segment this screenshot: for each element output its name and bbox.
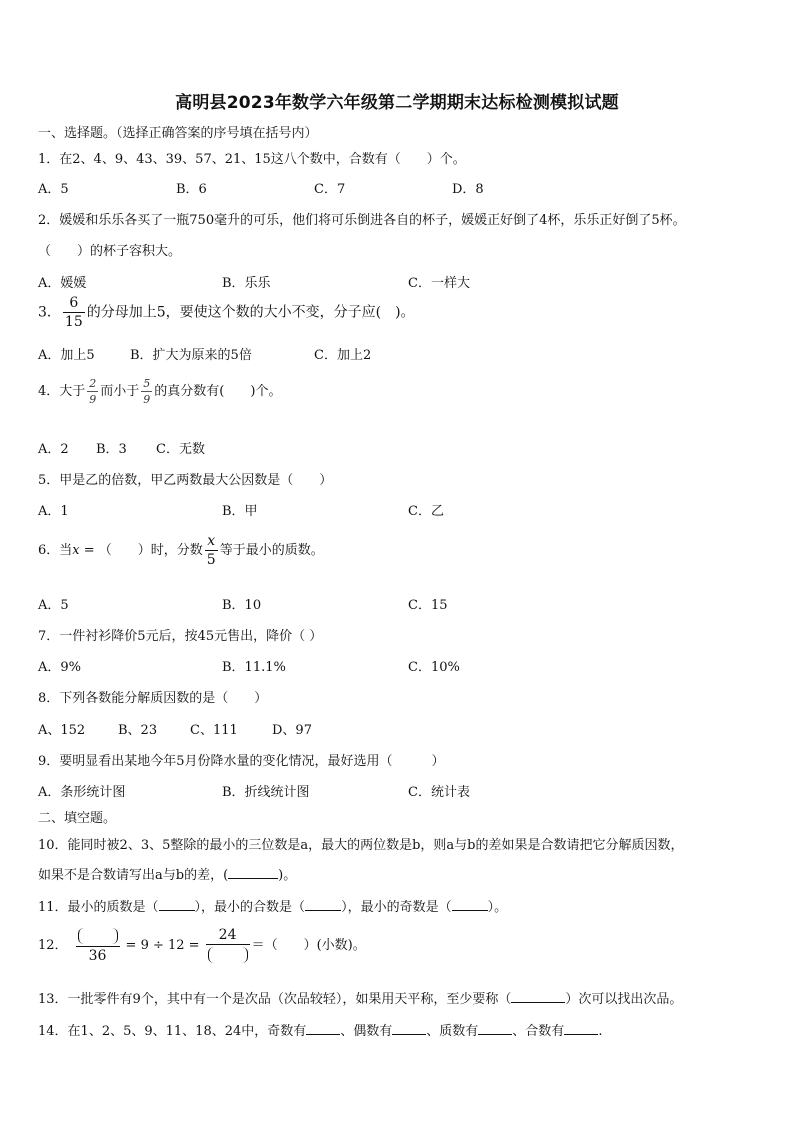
q6-text-2: = （ ）时，分数 (79, 543, 203, 558)
q3-number: 3． (38, 304, 61, 321)
question-12 (38, 928, 366, 963)
q14-blank-prime[interactable] (478, 1022, 512, 1035)
q4-option-c: C．无数 (156, 442, 205, 457)
q7-option-b: B．11.1% (222, 660, 286, 675)
q12-text-end: ＝（ ）(小数)。 (251, 938, 366, 953)
question-8: 8．下列各数能分解质因数的是（ ） (38, 691, 268, 706)
question-2-line-1: 2．媛媛和乐乐各买了一瓶750毫升的可乐，他们将可乐倒进各自的杯子，媛媛正好倒了4杯，乐乐正好倒了5杯。 (38, 213, 686, 228)
q12-fraction-2-denominator (206, 945, 250, 963)
q11-text-4: ）。 (487, 900, 508, 915)
q7-option-c: C．10% (408, 660, 460, 675)
q2-option-b: B．乐乐 (222, 276, 271, 291)
q14-text-3: 、质数有 (426, 1024, 479, 1039)
q12-fraction-1-denominator: 36 (88, 948, 107, 964)
q4-option-b: B．3 (96, 442, 127, 457)
question-4 (38, 378, 281, 405)
q14-text-1: 14．在1、2、5、9、11、18、24中，奇数有 (38, 1024, 307, 1039)
q4-option-a: A．2 (38, 442, 69, 457)
q4-fraction-2-denominator: 9 (143, 393, 151, 406)
question-6 (38, 534, 324, 567)
q2-option-a: A．媛媛 (38, 276, 87, 291)
q8-option-d: D、97 (272, 723, 312, 738)
q8-option-a: A、152 (38, 723, 86, 738)
q12-blank-numerator[interactable] (78, 928, 118, 944)
q2-option-c: C．一样大 (408, 276, 470, 291)
q4-fraction-1-denominator: 9 (89, 393, 97, 406)
q13-answer-blank[interactable] (511, 990, 565, 1003)
q3-fraction-denominator: 15 (64, 314, 83, 330)
q3-option-a: A．加上5 (38, 348, 95, 363)
q10-text-2: )。 (278, 868, 297, 883)
q4-text-2: 而小于 (100, 384, 140, 399)
q14-blank-even[interactable] (392, 1022, 426, 1035)
q6-option-c: C．15 (408, 598, 448, 613)
q3-fraction (63, 296, 85, 329)
q6-fraction-denominator: 5 (206, 552, 216, 568)
q9-option-a: A．条形统计图 (38, 785, 126, 800)
q6-text-3: 等于最小的质数。 (219, 543, 324, 558)
q5-option-c: C．乙 (408, 504, 444, 519)
q3-fraction-numerator: 6 (63, 296, 85, 313)
section-fill-heading: 二、填空题。 (38, 811, 117, 826)
q6-option-a: A．5 (38, 598, 69, 613)
q12-blank-denominator[interactable] (208, 947, 248, 963)
q4-fraction-2 (141, 378, 152, 405)
q6-fraction-numerator: x (205, 534, 218, 551)
q12-fraction-2-numerator: 24 (206, 928, 250, 945)
question-1: 1．在2、4、9、43、39、57、21、15这八个数中，合数有（ ）个。 (38, 152, 466, 167)
question-13 (38, 988, 682, 1007)
q6-text-1: 6．当 (38, 543, 73, 558)
q11-blank-odd[interactable] (452, 898, 488, 911)
q4-fraction-1 (87, 378, 98, 405)
q14-text-4: 、合数有 (512, 1024, 565, 1039)
q6-option-b: B．10 (222, 598, 262, 613)
q7-option-a: A．9% (38, 660, 82, 675)
q12-fraction-1-numerator (76, 928, 120, 947)
q12-fraction-1 (76, 928, 120, 963)
q5-option-b: B．甲 (222, 504, 258, 519)
q3-option-b: B．扩大为原来的5倍 (130, 348, 252, 363)
q5-option-a: A．1 (38, 504, 69, 519)
q12-equation-middle: = 9 ÷ 12 = (125, 938, 200, 953)
q11-blank-prime[interactable] (159, 898, 195, 911)
q12-fraction-2 (206, 928, 250, 963)
question-10-line-1: 10．能同时被2、3、5整除的最小的三位数是a，最大的两位数是b，则a与b的差如果是合数请把它分解质因数， (38, 838, 684, 853)
section-choice-heading: 一、选择题。（选择正确答案的序号填在括号内） (38, 126, 318, 141)
question-2-line-2: （ ）的杯子容积大。 (38, 244, 182, 259)
question-14 (38, 1020, 602, 1039)
q4-text-1: 4．大于 (38, 384, 86, 399)
q12-number: 12． (38, 938, 68, 953)
question-5: 5．甲是乙的倍数，甲乙两数最大公因数是（ ） (38, 473, 333, 488)
q13-text-2: ）次可以找出次品。 (565, 992, 683, 1007)
question-9: 9．要明显看出某地今年5月份降水量的变化情况，最好选用（ ） (38, 754, 445, 769)
q1-option-d: D．8 (452, 182, 484, 197)
q6-variable: x (72, 543, 80, 558)
question-7: 7．一件衬衫降价5元后，按45元售出，降价（ ） (38, 629, 323, 644)
q14-text-5: . (598, 1024, 603, 1039)
q6-fraction (205, 534, 218, 567)
q4-text-3: 的真分数有( )个。 (154, 384, 282, 399)
q14-blank-composite[interactable] (564, 1022, 598, 1035)
q9-option-b: B．折线统计图 (222, 785, 310, 800)
q4-fraction-1-numerator: 2 (89, 377, 97, 390)
q8-option-c: C、111 (190, 723, 238, 738)
q1-option-c: C．7 (314, 182, 346, 197)
q11-text-3: ），最小的奇数是（ (341, 900, 452, 915)
q8-option-b: B、23 (118, 723, 158, 738)
q1-option-b: B．6 (176, 182, 207, 197)
q3-option-c: C．加上2 (314, 348, 372, 363)
q14-text-2: 、偶数有 (340, 1024, 393, 1039)
question-11 (38, 896, 507, 915)
q1-option-a: A．5 (38, 182, 69, 197)
question-10-line-2 (38, 864, 296, 883)
q11-text-2: ），最小的合数是（ (194, 900, 306, 915)
q11-text-1: 11．最小的质数是（ (38, 900, 159, 915)
q13-text-1: 13．一批零件有9个，其中有一个是次品（次品较轻），如果用天平称，至少要称（ (38, 992, 512, 1007)
q14-blank-odd[interactable] (306, 1022, 340, 1035)
question-3 (38, 296, 415, 329)
q11-blank-composite[interactable] (305, 898, 341, 911)
q3-text: 的分母加上5，要使这个数的大小不变，分子应( )。 (86, 304, 415, 321)
q9-option-c: C．统计表 (408, 785, 470, 800)
page-title: 高明县2023年数学六年级第二学期期末达标检测模拟试题 (175, 93, 619, 113)
q10-answer-blank[interactable] (228, 866, 278, 879)
q10-text-1: 如果不是合数请写出a与b的差，( (38, 868, 229, 883)
q4-fraction-2-numerator: 5 (143, 377, 151, 390)
